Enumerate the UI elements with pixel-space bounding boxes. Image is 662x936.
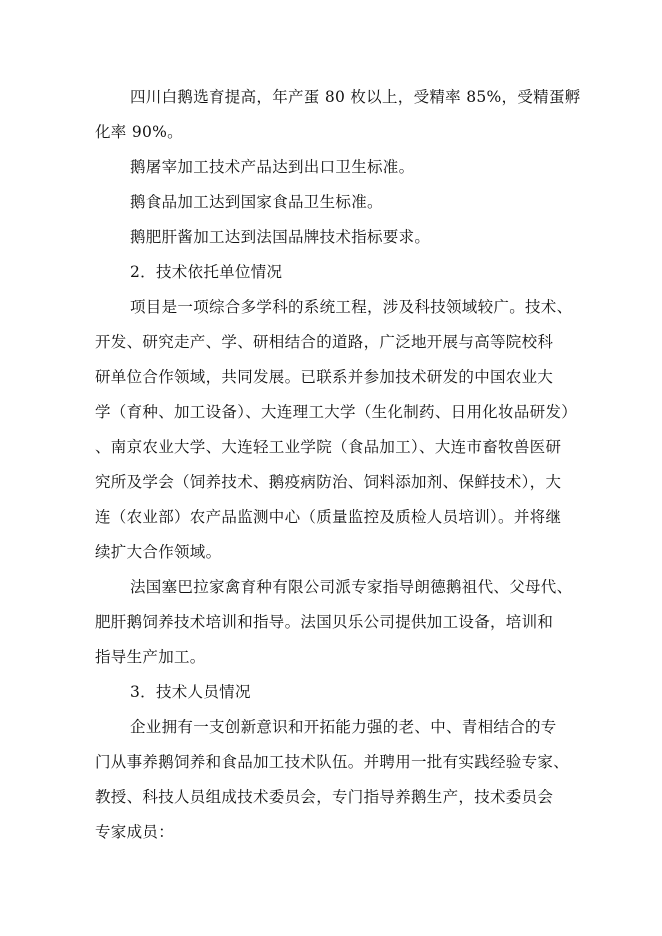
- section-heading: 2．技术依托单位情况: [130, 263, 283, 281]
- paragraph-line: 研单位合作领域，共同发展。已联系并参加技术研发的中国农业大: [95, 368, 554, 386]
- paragraph-line: 指导生产加工。: [95, 648, 206, 666]
- paragraph-line: 法国塞巴拉家禽育种有限公司派专家指导朗德鹅祖代、父母代、: [130, 578, 573, 596]
- paragraph-line: 、南京农业大学、大连轻工业学院（食品加工）、大连市畜牧兽医研: [95, 438, 562, 456]
- paragraph-line: 化率 90%。: [95, 123, 183, 141]
- paragraph-line: 四川白鹅选育提高，年产蛋 80 枚以上，受精率 85%，受精蛋孵: [130, 88, 581, 106]
- paragraph-line: 学（育种、加工设备）、大连理工大学（生化制药、日用化妆品研发）: [95, 403, 578, 421]
- paragraph-line: 开发、研究走产、学、研相结合的道路，广泛地开展与高等院校科: [95, 333, 554, 351]
- paragraph-line: 鹅肥肝酱加工达到法国品牌技术指标要求。: [130, 228, 431, 246]
- paragraph-line: 续扩大合作领域。: [95, 543, 222, 561]
- paragraph-line: 鹅屠宰加工技术产品达到出口卫生标准。: [130, 158, 415, 176]
- section-heading: 3．技术人员情况: [130, 683, 251, 701]
- paragraph-line: 专家成员：: [95, 823, 175, 841]
- paragraph-line: 鹅食品加工达到国家食品卫生标准。: [130, 193, 383, 211]
- paragraph-line: 究所及学会（饲养技术、鹅疫病防治、饲料添加剂、保鲜技术），大: [95, 473, 562, 491]
- paragraph-line: 项目是一项综合多学科的系统工程，涉及科技领域较广。技术、: [130, 298, 573, 316]
- paragraph-line: 教授、科技人员组成技术委员会，专门指导养鹅生产，技术委员会: [95, 788, 554, 806]
- paragraph-line: 连（农业部）农产品监测中心（质量监控及质检人员培训）。并将继: [95, 508, 562, 526]
- paragraph-line: 肥肝鹅饲养技术培训和指导。法国贝乐公司提供加工设备，培训和: [95, 613, 554, 631]
- paragraph-line: 企业拥有一支创新意识和开拓能力强的老、中、青相结合的专: [130, 718, 557, 736]
- paragraph-line: 门从事养鹅饲养和食品加工技术队伍。并聘用一批有实践经验专家、: [95, 753, 570, 771]
